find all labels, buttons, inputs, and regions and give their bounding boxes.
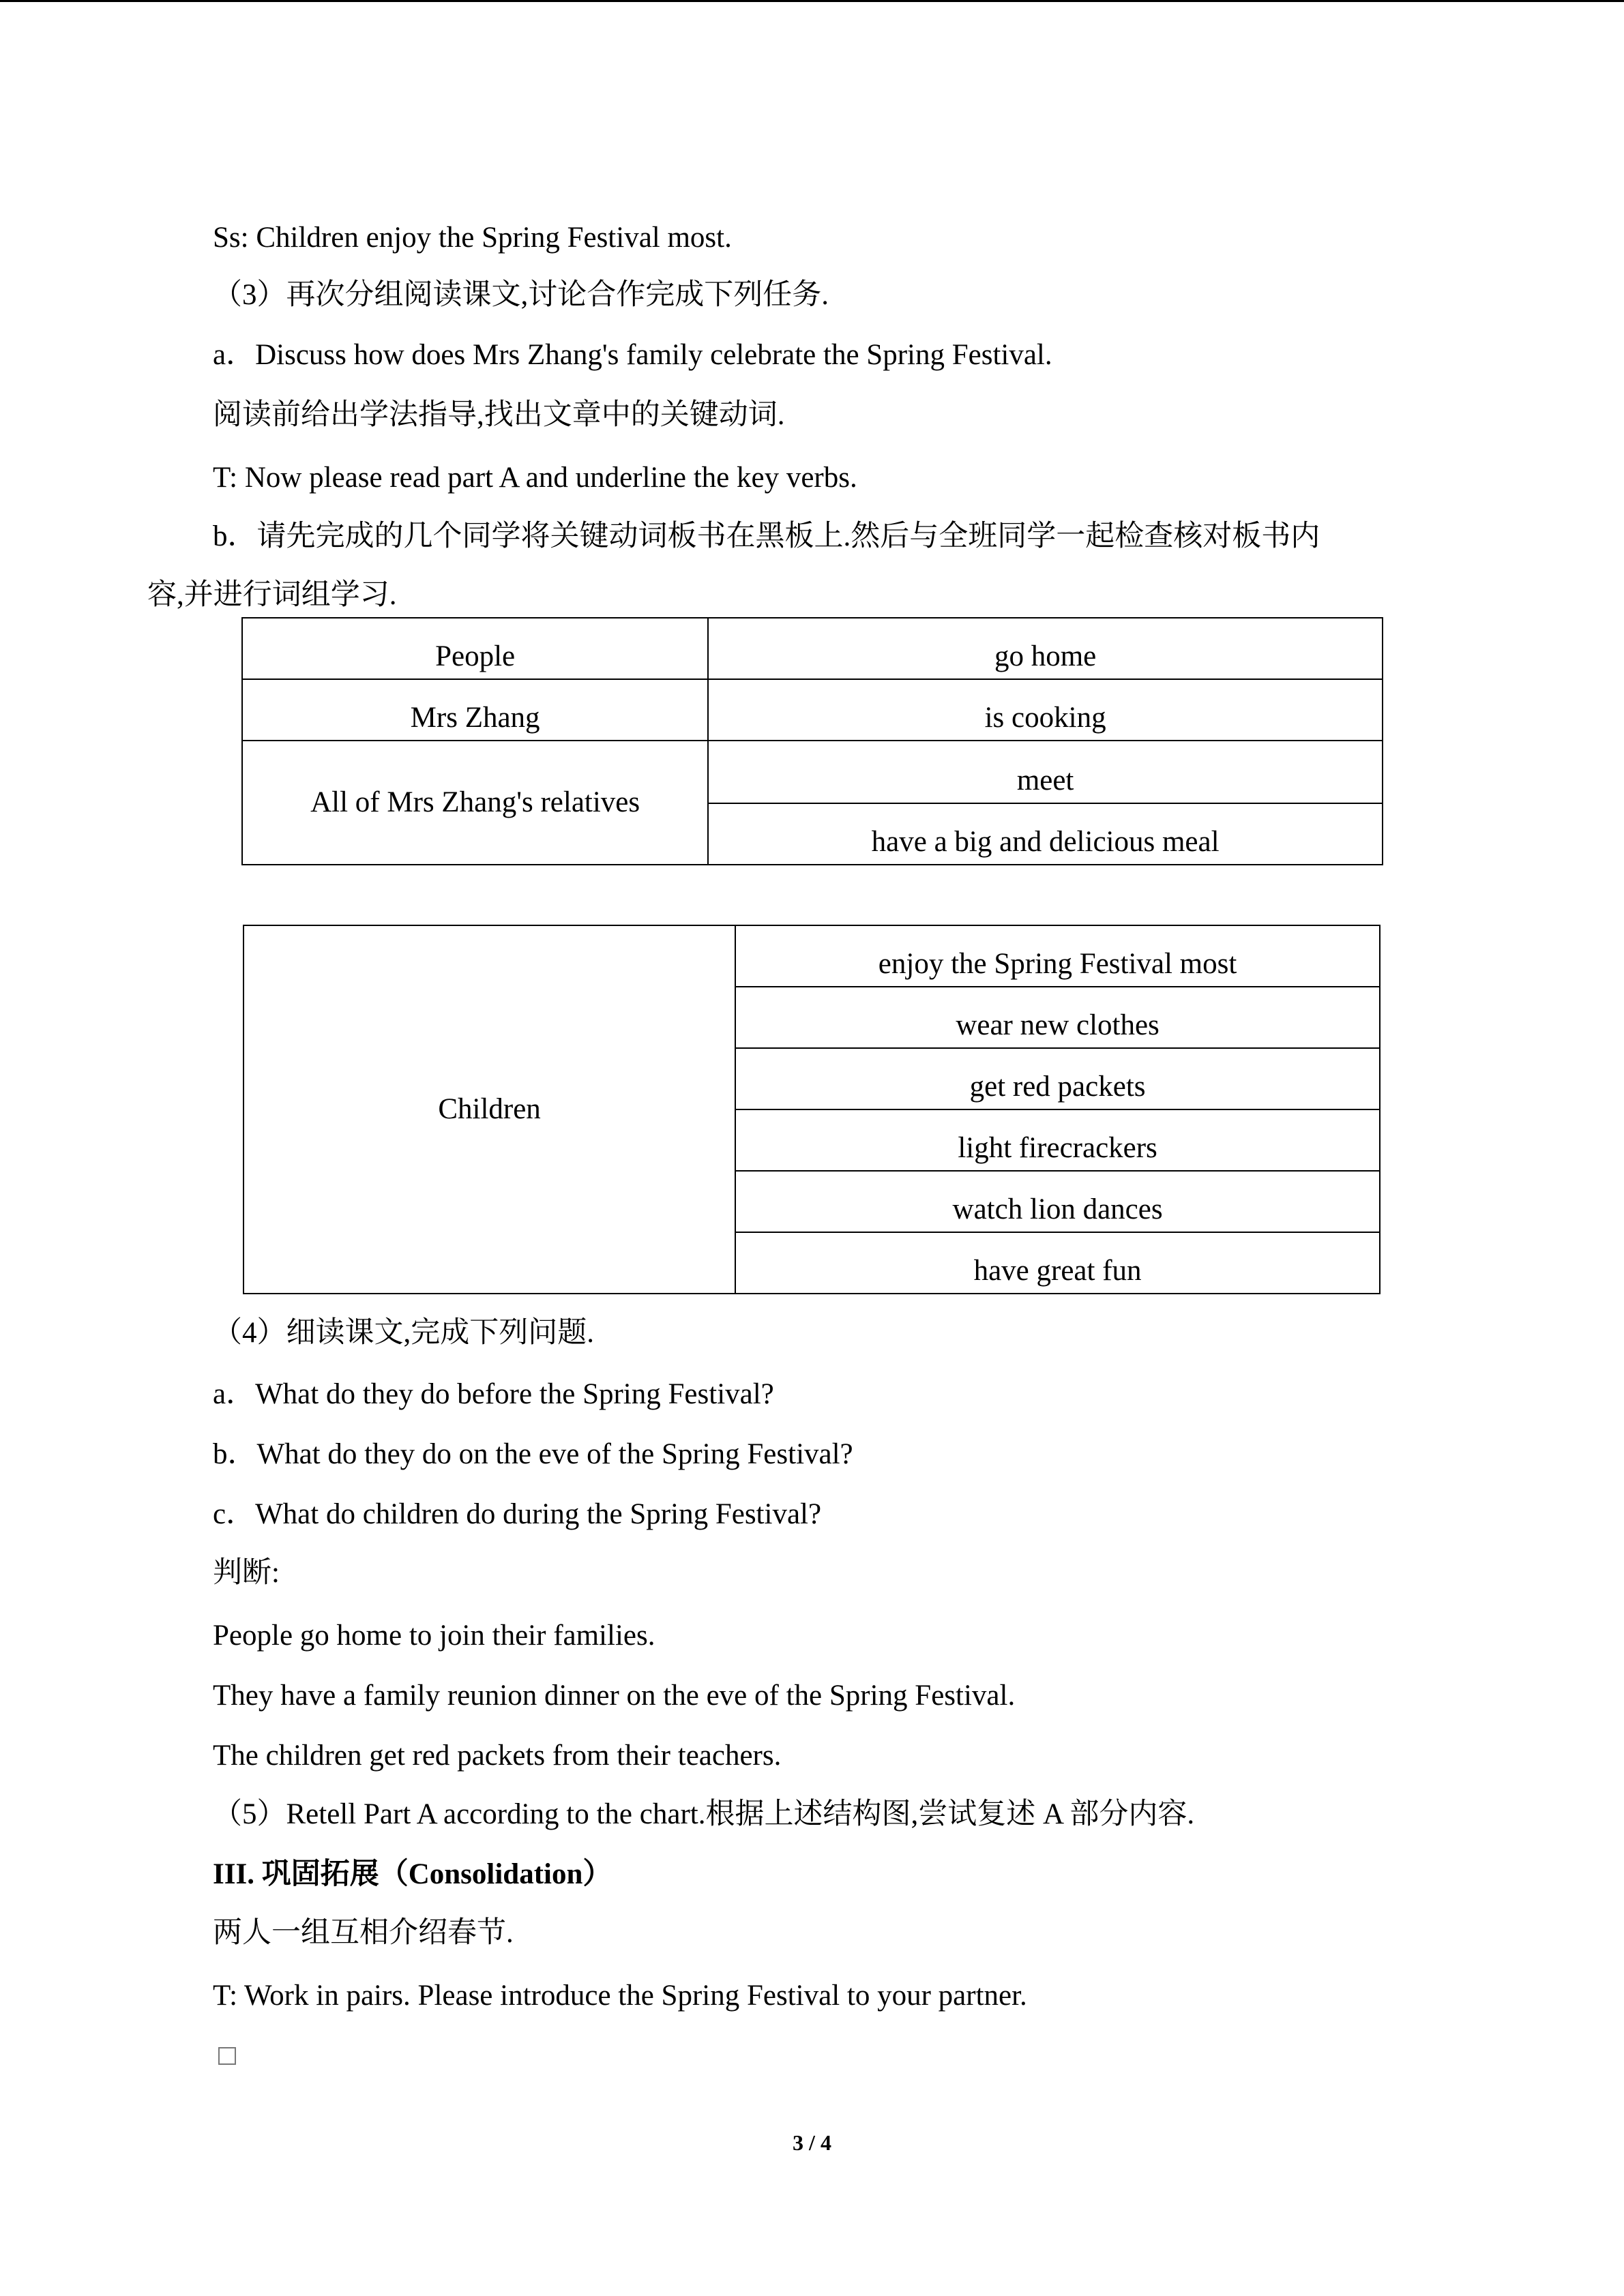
placeholder-box-icon: [218, 2047, 236, 2065]
text-line: T: Now please read part A and underline the key verbs.: [213, 462, 857, 494]
step-5-heading: （5）Retell Part A according to the chart.根据上述结构图,尝试复述 A 部分内容.: [213, 1798, 1195, 1830]
table-cell: People: [242, 618, 708, 679]
table-row: [242, 741, 1383, 803]
question-c: c．What do children do during the Spring Festival?: [213, 1498, 822, 1530]
task-a: a．Discuss how does Mrs Zhang's family celebrate the Spring Festival.: [213, 339, 1052, 371]
table-cell: watch lion dances: [735, 1171, 1380, 1232]
key-verbs-table-1: [241, 617, 1383, 865]
question-a: a．What do they do before the Spring Festival?: [213, 1378, 774, 1410]
task-b: b．请先完成的几个同学将关键动词板书在黑板上.然后与全班同学一起检查核对板书内: [213, 520, 1320, 552]
page-number: 3 / 4: [793, 2130, 831, 2155]
statement: People go home to join their families.: [213, 1620, 655, 1652]
table-cell: Mrs Zhang: [242, 679, 708, 741]
text-line: 两人一组互相介绍春节.: [213, 1917, 514, 1949]
text-line: 阅读前给出学法指导,找出文章中的关键动词.: [213, 399, 785, 431]
judge-label: 判断:: [213, 1557, 280, 1589]
page-top-border: [0, 0, 1624, 2]
text-line: T: Work in pairs. Please introduce the Spring Festival to your partner.: [213, 1980, 1027, 2012]
table-cell: go home: [708, 618, 1383, 679]
text-line: Ss: Children enjoy the Spring Festival most.: [213, 222, 732, 254]
table-cell: Children: [243, 925, 735, 1294]
step-3-heading: （3）再次分组阅读课文,讨论合作完成下列任务.: [213, 279, 829, 311]
table-cell: All of Mrs Zhang's relatives: [242, 741, 708, 865]
table-cell: get red packets: [735, 1048, 1380, 1109]
table-cell: is cooking: [708, 679, 1383, 741]
question-b: b．What do they do on the eve of the Spring Festival?: [213, 1438, 853, 1470]
statement: They have a family reunion dinner on the eve of the Spring Festival.: [213, 1680, 1016, 1712]
step-4-heading: （4）细读课文,完成下列问题.: [213, 1317, 594, 1349]
table-cell: enjoy the Spring Festival most: [735, 925, 1380, 987]
table-row: [243, 925, 1380, 987]
table-row: [242, 618, 1383, 679]
table-cell: wear new clothes: [735, 987, 1380, 1048]
table-cell: have great fun: [735, 1232, 1380, 1294]
key-verbs-table-2: [243, 925, 1381, 1294]
table-cell: have a big and delicious meal: [708, 803, 1383, 865]
task-b-continued: 容,并进行词组学习.: [147, 579, 397, 611]
table-cell: meet: [708, 741, 1383, 803]
statement: The children get red packets from their teachers.: [213, 1740, 782, 1772]
table-cell: light firecrackers: [735, 1109, 1380, 1171]
section-heading: III. 巩固拓展（Consolidation）: [213, 1858, 612, 1890]
table-row: [242, 679, 1383, 741]
